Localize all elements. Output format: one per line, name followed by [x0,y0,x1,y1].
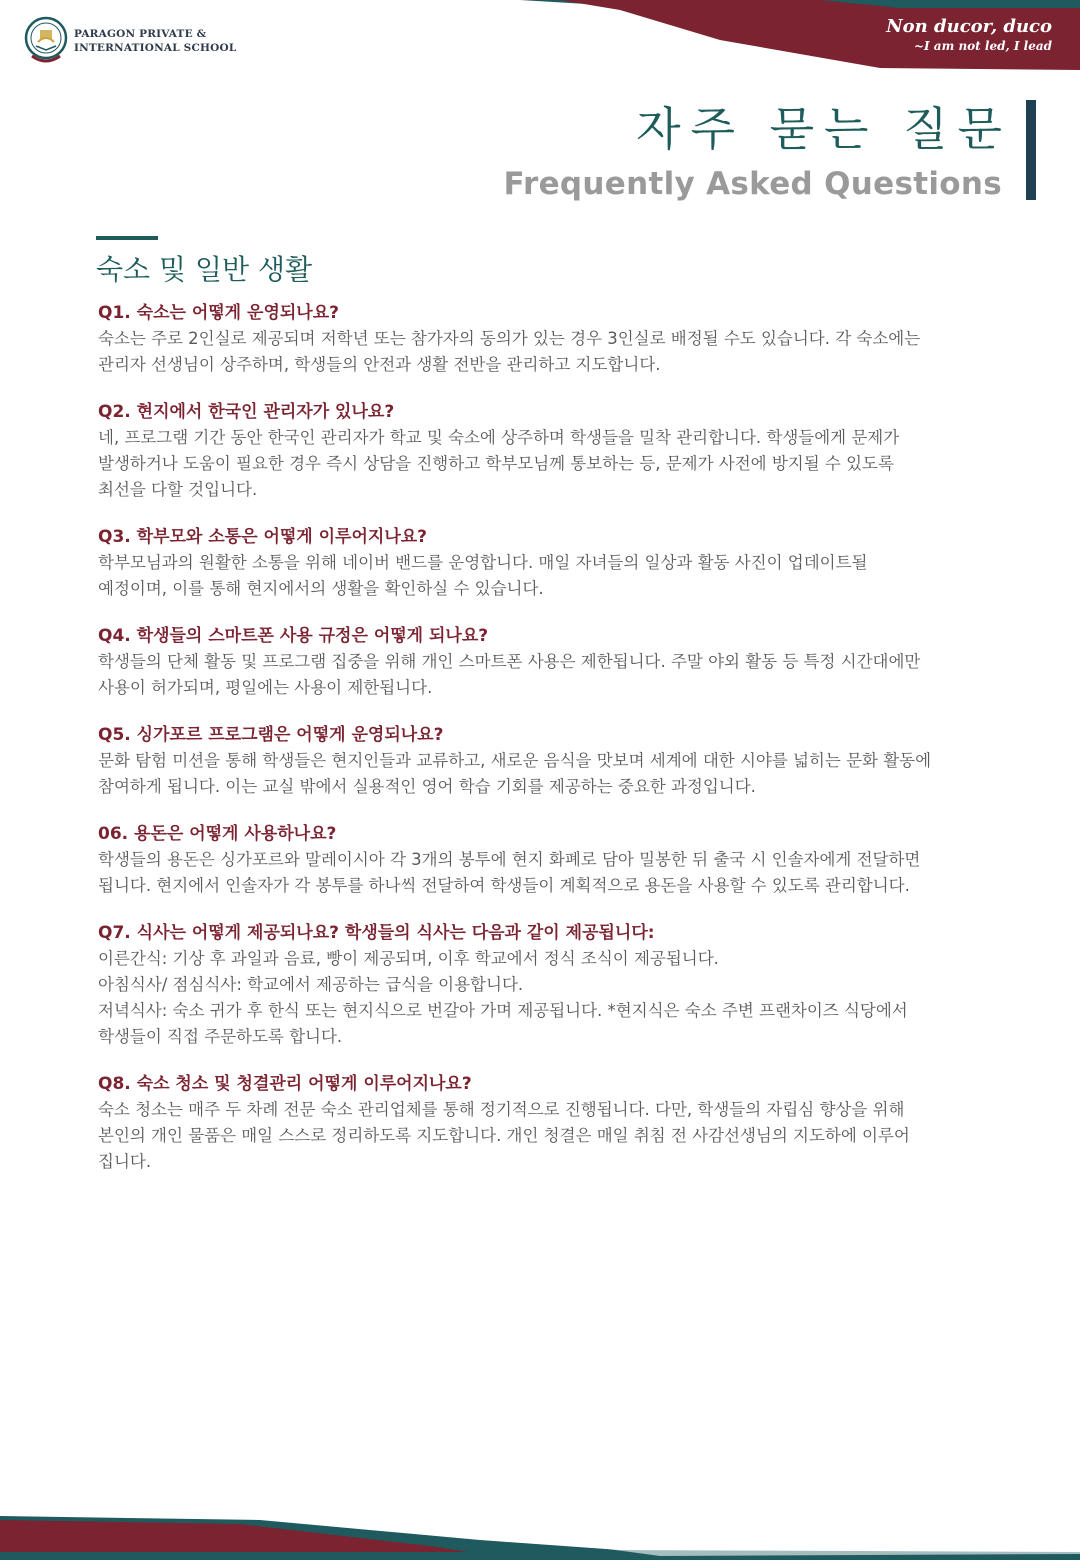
faq-item [98,623,1028,701]
faq-answer: 문화 탐험 미션을 통해 학생들은 현지인들과 교류하고, 새로운 음식을 맛보며 세계에 대한 시야를 넓히는 문화 활동에 참여하게 됩니다. 이는 교실 밖에서 실용적인 영어 학습 기회를 제공하는 중요한 과정입니다. [98,751,932,796]
faq-question: 06. 용돈은 어떻게 사용하나요? [98,824,337,844]
faq-item [98,722,1028,800]
motto-line2: ~I am not led, I lead [913,39,1052,53]
school-name-line1: PARAGON PRIVATE & [74,28,207,40]
faq-list [98,300,1028,1196]
page-title-korean: 자주 묻는 질문 [636,102,1012,156]
page-title-block [503,100,1036,200]
motto-line1: Non ducor, duco [886,16,1052,37]
school-motto [886,16,1052,54]
faq-answer: 이른간식: 기상 후 과일과 음료, 빵이 제공되며, 이후 학교에서 정식 조식이 제공됩니다. 아침식사/ 점심식사: 학교에서 제공하는 급식을 이용합니다. 저녁식사: 숙소 귀가 후 한식 또는 현지식으로 번갈아 가며 제공됩니다. *현지식은 숙소 주변 프랜차이즈 식당에서 학생들이 직접 주문하도록 합니다. [98,949,908,1046]
faq-question: Q8. 숙소 청소 및 청결관리 어떻게 이루어지나요? [98,1074,472,1094]
faq-answer: 네, 프로그램 기간 동안 한국인 관리자가 학교 및 숙소에 상주하며 학생들을 밀착 관리합니다. 학생들에게 문제가 발생하거나 도움이 필요한 경우 즉시 상담을 진행하고 학부모님께 통보하는 등, 문제가 사전에 방지될 수 있도록 최선을 다할 것입니다. [98,428,900,499]
faq-answer: 학생들의 단체 활동 및 프로그램 집중을 위해 개인 스마트폰 사용은 제한됩니다. 주말 야외 활동 등 특정 시간대에만 사용이 허가되며, 평일에는 사용이 제한됩니다. [98,652,921,697]
school-crest-icon [24,16,68,66]
faq-item [98,300,1028,378]
faq-item [98,524,1028,602]
faq-answer: 숙소는 주로 2인실로 제공되며 저학년 또는 참가자의 동의가 있는 경우 3인실로 배정될 수도 있습니다. 각 숙소에는 관리자 선생님이 상주하며, 학생들의 안전과 생활 전반을 관리하고 지도합니다. [98,329,921,374]
faq-answer: 학생들의 용돈은 싱가포르와 말레이시아 각 3개의 봉투에 현지 화폐로 담아 밀봉한 뒤 출국 시 인솔자에게 전달하면 됩니다. 현지에서 인솔자가 각 봉투를 하나씩 전달하여 학생들이 계획적으로 용돈을 사용할 수 있도록 관리합니다. [98,850,921,895]
school-name-line2: INTERNATIONAL SCHOOL [74,42,237,54]
section-title: 숙소 및 일반 생활 [96,253,313,286]
faq-item [98,399,1028,503]
faq-item [98,920,1028,1050]
school-name [74,27,236,55]
faq-answer: 숙소 청소는 매주 두 차례 전문 숙소 관리업체를 통해 정기적으로 진행됩니다. 다만, 학생들의 자립심 향상을 위해 본인의 개인 물품은 매일 스스로 정리하도록 지도합니다. 개인 청결은 매일 취침 전 사감선생님의 지도하에 이루어 집니다. [98,1100,910,1171]
faq-question: Q5. 싱가포르 프로그램은 어떻게 운영되나요? [98,725,444,745]
footer-banner [0,1490,1080,1560]
faq-question: Q1. 숙소는 어떻게 운영되나요? [98,303,339,323]
faq-question: Q3. 학부모와 소통은 어떻게 이루어지나요? [98,527,428,547]
faq-answer: 학부모님과의 원활한 소통을 위해 네이버 밴드를 운영합니다. 매일 자녀들의 일상과 활동 사진이 업데이트될 예정이며, 이를 통해 현지에서의 생활을 확인하실 수 있습니다. [98,553,868,598]
school-logo [24,16,236,66]
faq-item [98,821,1028,899]
page-title-english: Frequently Asked Questions [503,166,1002,202]
faq-item [98,1071,1028,1175]
faq-question: Q7. 식사는 어떻게 제공되나요? 학생들의 식사는 다음과 같이 제공됩니다: [98,923,655,943]
faq-question: Q2. 현지에서 한국인 관리자가 있나요? [98,402,395,422]
faq-question: Q4. 학생들의 스마트폰 사용 규정은 어떻게 되나요? [98,626,489,646]
section-divider [96,236,158,240]
